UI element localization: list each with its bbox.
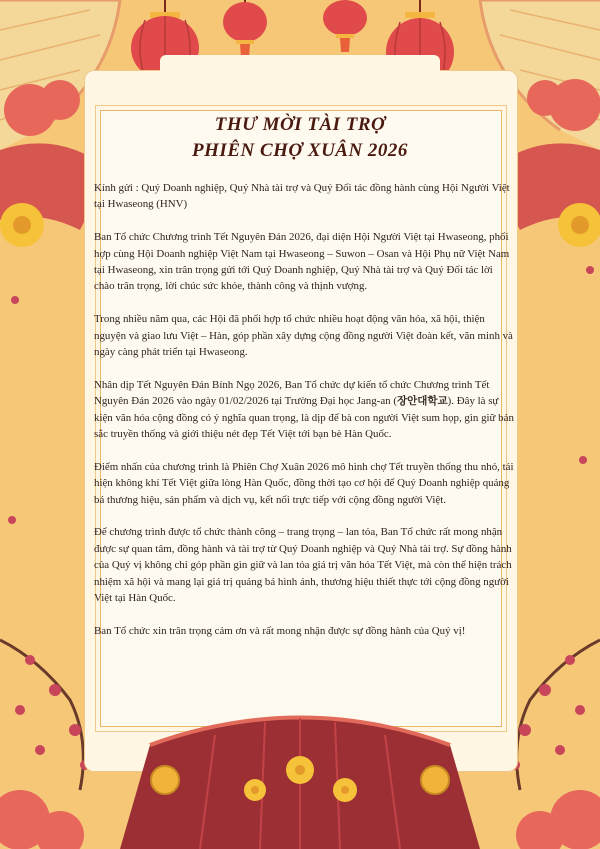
title-line-2: PHIÊN CHỢ XUÂN 2026 <box>192 140 408 161</box>
highlight-paragraph: Điểm nhấn của chương trình là Phiên Chợ Xuân 2026 mô hình chợ Tết truyền thống thu nhỏ, tái hiện không khí Tết Việt giữa lòng Hàn Quốc, đồng thời tạo cơ hội để Quý Doanh nghiệp quảng bá thương hiệu, sản phẩm và dịch vụ, kết nối trực tiếp với cộng đồng người Việt. <box>94 460 514 506</box>
introduction-paragraph: Ban Tổ chức Chương trình Tết Nguyên Đán 2026, đại diện Hội Người Việt tại Hwaseong, phối hợp cùng Hội Doanh nghiệp Việt Nam tại Hwaseong – Suwon – Osan và Hội Phụ nữ Việt Nam tại Hwaseong, xin trân trọng gửi tới Quý Doanh nghiệp, Quý Nhà tài trợ và Quý Đối tác lời chào trân trọng, lời chúc sức khỏe, thành công và thịnh vượng. <box>94 231 510 293</box>
greeting-paragraph: Kính gửi : Quý Doanh nghiệp, Quý Nhà tài trợ và Quý Đối tác đồng hành cùng Hội Người Việt tại Hwaseong (HNV) <box>94 182 510 211</box>
event-paragraph <box>94 377 514 443</box>
sponsorship-request-paragraph: Để chương trình được tổ chức thành công – trang trọng – lan tỏa, Ban Tổ chức rất mong nhận được sự quan tâm, đồng hành và tài trợ từ Quý Doanh nghiệp và Quý Nhà tài trợ. Sự đồng hành của Quý vị không chỉ góp phần gìn giữ và lan tỏa giá trị văn hóa Tết Việt, mà còn thể hiện trách nhiệm xã hội và mang lại giá trị quảng bá hình ảnh, thương hiệu thiết thực tới cộng đồng người Việt tại Hàn Quốc. <box>94 526 512 605</box>
closing-paragraph: Ban Tổ chức xin trân trọng cảm ơn và rất mong nhận được sự đồng hành của Quý vị! <box>94 624 466 637</box>
event-text-end: ). Đây là sự kiện văn hóa cộng đồng có ý nghĩa quan trọng, là dịp để bà con người Việt sum họp, gìn giữ bản sắc truyền thống và giới thiệu nét đẹp Tết Việt tới bạn bè Hàn Quốc. <box>94 395 514 441</box>
university-korean-name: 장안대학교 <box>396 395 448 408</box>
page-title <box>150 112 450 164</box>
letter-body <box>94 180 514 656</box>
event-text-start: Nhân dịp Tết Nguyên Đán Bính Ngọ 2026, Ban Tổ chức dự kiến tổ chức Chương trình Tết Nguyên Đán 2026 vào ngày 01/02/2026 tại Trường Đại học Jang-an ( <box>94 378 490 408</box>
title-line-1: THƯ MỜI TÀI TRỢ <box>214 114 386 135</box>
history-paragraph: Trong nhiều năm qua, các Hội đã phối hợp tổ chức nhiều hoạt động văn hóa, xã hội, thiện nguyện và giao lưu Việt – Hàn, góp phần xây dựng cộng đồng người Việt đoàn kết, văn minh và ngày càng phát triển tại Hwaseong. <box>94 313 513 359</box>
